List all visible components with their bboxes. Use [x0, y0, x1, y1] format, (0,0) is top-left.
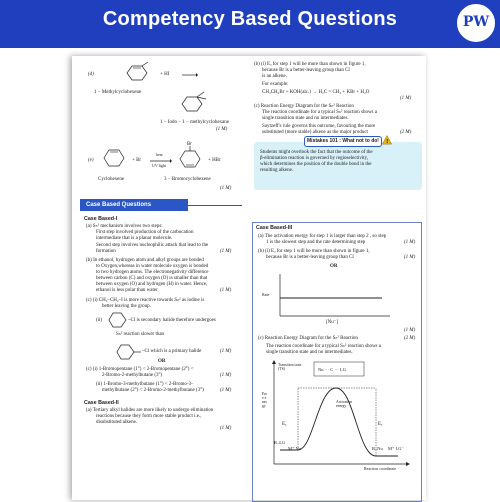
a2-line-1: (a) Tertiary alkyl halides are more likely to undergo elimination — [86, 408, 214, 413]
r3c-line-3: single transition state and no intermediates. — [266, 350, 353, 355]
r3c-line-1: (c) Reaction Energy Diagram for the Sₙ² Reaction — [258, 336, 358, 341]
methylcyclohexene-structure — [124, 62, 152, 84]
section-header-rule — [188, 205, 242, 206]
b-line-2: to Oxygen,whereas in water molecule oxygen is bonded — [96, 264, 209, 269]
energy-diagram — [258, 358, 416, 476]
d-label: (d) — [88, 72, 94, 77]
c-line-1: (c) (i) CH₃–CH₂–I is more reactive towards Sₙ² as iodine is — [86, 298, 205, 303]
rc-line-4: Saytzeff's rule governs this outcome, favouring the more — [262, 124, 376, 129]
r3b-line-1: (b) (i) Eₐ for step 1 will be more than shown in figure 1, — [258, 249, 370, 254]
rb-line-3: is an alkene. — [262, 74, 287, 79]
r3-or-divider: OR — [330, 264, 338, 269]
rc-line-5: substituted (more stable) alkene as the major product — [262, 130, 368, 135]
ts-formula: Nu ··· C ··· LG — [318, 367, 346, 372]
rc-line-2: The reaction coordinate for a typical Sₙ² reaction shows a — [262, 110, 377, 115]
c-ii-line-3: –Cl which is a primary halide — [142, 349, 202, 354]
ts-label: Transition state (TS) — [278, 363, 302, 371]
rb-equation: CH₃CH₂Br + KOH(alc.) → H₂C = CH₂ + KBr + H₂O — [262, 90, 370, 95]
activation-label: Activation energy — [336, 400, 353, 408]
e-plus-hbr: + HBr — [208, 158, 221, 163]
section-header-case-based: Case Based Questions — [80, 199, 188, 211]
arrow-icon — [182, 72, 198, 78]
cyclohexene-structure — [102, 146, 126, 170]
mistake-line-4: resulting alkene. — [260, 168, 294, 173]
graph-marks: (1 M) — [404, 328, 416, 333]
a-line-3: Second step involves nucleophilic attack that lead to the — [96, 243, 209, 248]
case-based-3-title: Case Based-III — [256, 225, 293, 231]
a2-marks: (1 M) — [220, 426, 232, 431]
r3a-line-2: 1 is the slowest step and the rate determining step — [266, 240, 366, 245]
free-energy-axis-label: Free energy — [262, 392, 268, 408]
rb-line-2: because Br is a better-leaving group than Cl — [262, 68, 350, 73]
rate-graph — [272, 272, 392, 320]
cii-line-2: methylbutane (2°) < 2-Bromo-2-methylbutane (3°) — [102, 388, 204, 393]
d-name-2: 1 − Iodo − 1 − methylcyclohexane — [160, 120, 229, 125]
x-axis-label: Reaction coordinate — [364, 466, 397, 471]
d-marks: (1 M) — [216, 127, 228, 132]
rc-line-1: (c) Reaction Energy Diagram for the Sₙ² Reaction — [254, 104, 354, 109]
product-label: R–Nu — [372, 446, 383, 451]
e-marks: (1 M) — [220, 186, 232, 191]
r3c-marks: (2 M) — [404, 336, 416, 341]
pw-logo — [457, 4, 495, 42]
case-based-1-title: Case Based-I — [84, 216, 118, 222]
reactant-ion-label: M⁺ Nu⁻ — [288, 446, 304, 451]
a-marks: (1 M) — [220, 249, 232, 254]
e-light: UV light — [152, 163, 167, 168]
d-plus-hi: + HI — [160, 72, 170, 77]
ea-label-2: Eₐ — [378, 422, 383, 427]
a2-line-3: disubstituted alkene. — [96, 420, 138, 425]
mistakes-title: Mistakes 101 : What not to do! — [304, 136, 382, 147]
b-marks: (1 M) — [220, 288, 232, 293]
mistake-line-1: Students might overlook the fact that the outcome of the — [260, 150, 373, 155]
svg-text:Br: Br — [187, 142, 192, 147]
c-line-2: better leaving the group. — [102, 304, 151, 309]
graph-x-label: [Nu⁻] — [326, 320, 339, 325]
b-line-6: ethanol is less polar than water — [96, 288, 158, 293]
cyclohexylmethyl-chloride-structure — [116, 342, 142, 364]
mistake-line-2: β-elimination reaction is governed by regioselectivity, — [260, 156, 369, 161]
svg-text:!: ! — [386, 139, 389, 145]
a-line-4: formation — [96, 249, 116, 254]
d-name-1: 1 − Methylcyclohexene — [94, 90, 142, 95]
e-heat: heat — [156, 152, 163, 157]
ci-marks: (1 M) — [220, 373, 232, 378]
chlorocyclohexane-structure — [108, 310, 128, 330]
r3b-marks: (1 M) — [404, 255, 416, 260]
e-plus-br: + Br — [132, 158, 142, 163]
c-ii-text: –Cl is secondary halide therefore undergoes — [128, 318, 216, 323]
rc-line-3: single transition state and no intermediates. — [262, 116, 349, 121]
case-based-2-title: Case Based-II — [84, 400, 119, 406]
r3a-line-1: (a) The activation energy for step 1 is larger than step 2 , so step — [258, 234, 387, 239]
bromocyclohexene-structure — [178, 140, 204, 172]
warning-icon — [382, 135, 392, 145]
cii-marks: (1 M) — [220, 388, 232, 393]
ci-line-2: 2-Bromo-2-methylbutane (3°) — [102, 373, 163, 378]
ci-line-1: (c) (i) 1-Bromopentane (1°) < 2-Bromopentane (2°) < — [86, 367, 194, 372]
reactant-label: R–LG — [274, 440, 286, 445]
r3a-marks: (1 M) — [404, 240, 416, 245]
b-line-1: (b) In ethanol, hydrogen atom and alkyl groups are bonded — [86, 258, 204, 263]
rb-line-4: For example: — [262, 82, 289, 87]
e-label: (e) — [88, 158, 94, 163]
iodomethylcyclohexane-structure — [180, 90, 210, 116]
a-text: (a) Sₙ¹ mechanism involves two steps: — [86, 224, 163, 229]
or-divider: OR — [158, 359, 166, 364]
b-line-5: between oxygen (O) and hydrogen (H) in water. Hence, — [96, 282, 208, 287]
rb-marks: (1 M) — [400, 96, 412, 101]
c-ii-line-2: Sₙ² reaction slower than — [116, 332, 165, 337]
rc-marks: (2 M) — [400, 130, 412, 135]
mistake-line-3: which determines the position of the double bond in the — [260, 162, 372, 167]
b-line-4: between carbon (C) and oxygen (O) is smaller than that — [96, 276, 208, 281]
page-title: Competency Based Questions — [102, 8, 398, 30]
graph-y-label: Rate — [262, 292, 270, 297]
e-reactant-name: Cyclohexene — [98, 177, 125, 182]
document-page — [72, 56, 426, 500]
logo-text: PW — [462, 14, 490, 30]
rb-line-1: (b) (i) Eₐ for step 1 will be more than shown in figure 1, — [254, 62, 366, 67]
ea-label-1: Eₐ — [282, 422, 287, 427]
r3c-line-2: The reaction coordinate for a typical Sₙ² reaction shows a — [266, 344, 381, 349]
a-line-1: First step involved production of the carbocation — [96, 230, 194, 235]
c-ii-label: (ii) — [96, 318, 103, 323]
e-product-name: 3 − Bromocyclohexene — [164, 177, 211, 182]
a2-line-2: reactions because they form more stable product i.e., — [96, 414, 202, 419]
a-line-2: intermediate that is a planar molecule. — [96, 236, 173, 241]
c-marks: (1 M) — [220, 349, 232, 354]
r3b-line-2: because Br is a better-leaving group than Cl — [266, 255, 354, 260]
product-ion-label: M⁺ LG⁻ — [388, 446, 404, 451]
cii-line-1: (ii) 1-Bromo-3-methylbutane (1°) < 2-Bromo-3- — [96, 382, 193, 387]
b-line-3: to two hydrogen atoms. The electronegativity difference — [96, 270, 209, 275]
